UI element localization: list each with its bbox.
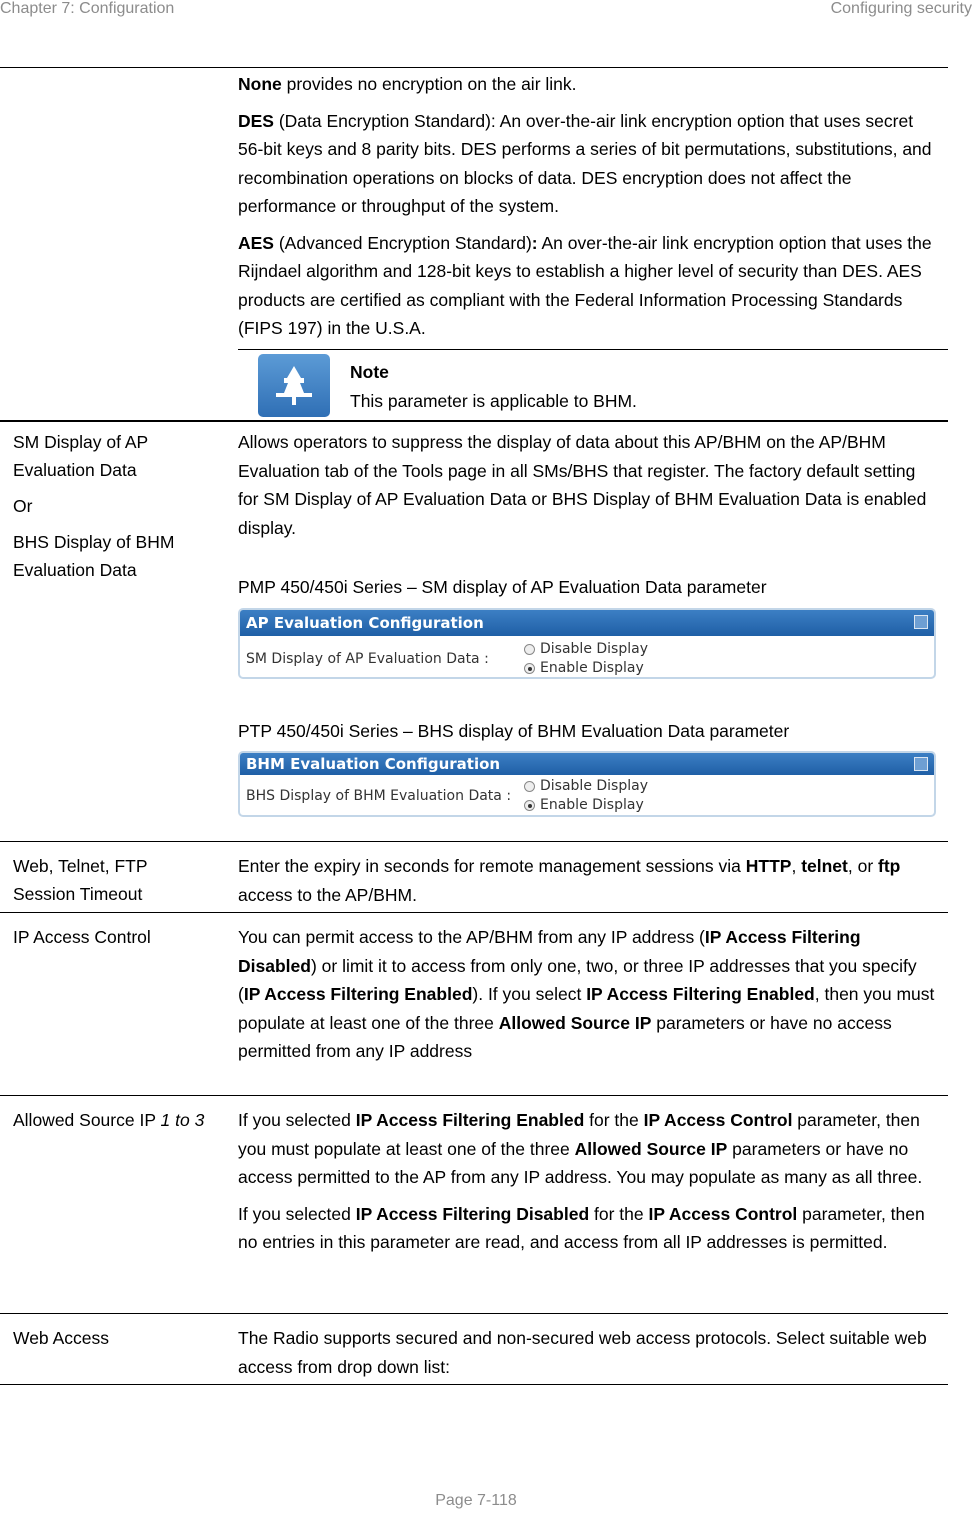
row-label: Allowed Source IP 1 to 3 (13, 1110, 205, 1130)
minimize-icon[interactable] (914, 757, 928, 771)
note-title: Note (350, 361, 389, 382)
radio-off-icon[interactable] (524, 644, 535, 655)
note-text: This parameter is applicable to BHM. (350, 390, 637, 411)
ap-evaluation-panel (238, 608, 936, 679)
note-icon-container (238, 350, 350, 421)
panel-body (240, 636, 934, 679)
table-row-timeout (0, 842, 948, 913)
radio-enable-display[interactable]: Enable Display (524, 659, 648, 678)
radio-group (524, 777, 648, 815)
panel-field-label: SM Display of AP Evaluation Data : (246, 650, 489, 667)
bhm-evaluation-panel (238, 751, 936, 817)
table-row-ip-access (0, 913, 948, 1096)
row-description: The Radio supports secured and non-secured web access protocols. Select suitable web access from drop down list: (238, 1328, 927, 1377)
row-label: IP Access Control (13, 927, 151, 947)
row-description: You can permit access to the AP/BHM from any IP address (IP Access Filtering Disabled) or limit it to access from only one, two, or three IP addresses that you specify (IP Access Filtering Enabled). If you select IP Access Filtering Enabled, then you must populate at least one of the three Allowed Source IP parameters or have no access permitted from any IP address (238, 927, 935, 1061)
figure-caption-pmp: PMP 450/450i Series – SM display of AP Evaluation Data parameter (238, 577, 767, 597)
radio-group (524, 640, 648, 678)
radio-disable-display[interactable]: Disable Display (524, 640, 648, 659)
allowed-ip-disabled: If you selected IP Access Filtering Disabled for the IP Access Control parameter, then no entries in this parameter are read, and access from all IP addresses is permitted. (238, 1203, 925, 1252)
table-row-display (0, 422, 948, 842)
row-description (227, 422, 948, 841)
pin-icon (258, 354, 330, 417)
panel-title: AP Evaluation Configuration (246, 613, 484, 632)
note-box (238, 349, 948, 421)
row-label-empty (0, 68, 227, 420)
row-description: Enter the expiry in seconds for remote management sessions via HTTP, telnet, or ftp access to the AP/BHM. (238, 856, 901, 905)
display-desc: Allows operators to suppress the display of data about this AP/BHM on the AP/BHM Evaluation tab of the Tools page in all SMs/BHS that register. The factory default setting for SM Display of AP Evaluation Data or BHS Display of BHM Evaluation Data is enabled display. (238, 432, 927, 538)
section-header: Configuring security (830, 0, 972, 17)
encryption-none: None provides no encryption on the air link. (238, 74, 577, 94)
encryption-des: DES (Data Encryption Standard): An over-the-air link encryption option that uses secret 56-bit keys and 8 parity bits. DES performs a series of bit permutations, substitutions, and recombination operations on blocks of data. DES encryption does not affect the performance or throughput of the system. (238, 110, 932, 216)
table-row-encryption (0, 68, 948, 422)
figure-caption-ptp: PTP 450/450i Series – BHS display of BHM Evaluation Data parameter (238, 720, 790, 741)
radio-off-icon[interactable] (524, 781, 535, 792)
panel-title-bar (240, 610, 934, 636)
radio-on-icon[interactable] (524, 800, 535, 811)
radio-enable-display[interactable]: Enable Display (524, 796, 648, 815)
row-label: Web, Telnet, FTP Session Timeout (13, 856, 148, 904)
panel-body (240, 775, 934, 817)
panel-title: BHM Evaluation Configuration (246, 755, 501, 773)
row-description (227, 68, 948, 420)
label-sm-display: SM Display of AP Evaluation Data (13, 432, 148, 480)
table-row-allowed-ip (0, 1096, 948, 1314)
row-description (227, 1096, 948, 1313)
row-label (0, 422, 227, 841)
page-number: Page 7-118 (435, 1492, 517, 1509)
radio-disable-display[interactable]: Disable Display (524, 777, 648, 796)
allowed-ip-enabled: If you selected IP Access Filtering Enabled for the IP Access Control parameter, then you must populate at least one of the three Allowed Source IP parameters or have no access permitted to the AP from any IP address. You may populate as many as all three. (238, 1110, 923, 1187)
panel-title-bar (240, 753, 934, 775)
parameter-table (0, 67, 948, 1385)
panel-field-label: BHS Display of BHM Evaluation Data : (246, 788, 512, 804)
label-bhs-display: BHS Display of BHM Evaluation Data (13, 532, 175, 580)
minimize-icon[interactable] (914, 615, 928, 629)
row-label: Web Access (13, 1328, 109, 1348)
chapter-header: Chapter 7: Configuration (0, 0, 175, 17)
encryption-aes: AES (Advanced Encryption Standard): An over-the-air link encryption option that uses the Rijndael algorithm and 128-bit keys to establish a higher level of security than DES. AES products are certified as compliant with the Federal Information Processing Standards (FIPS 197) in the U.S.A. (238, 232, 932, 338)
radio-on-icon[interactable] (524, 663, 535, 674)
label-or: Or (13, 496, 33, 516)
note-content (350, 350, 948, 421)
table-row-web-access (0, 1314, 948, 1385)
